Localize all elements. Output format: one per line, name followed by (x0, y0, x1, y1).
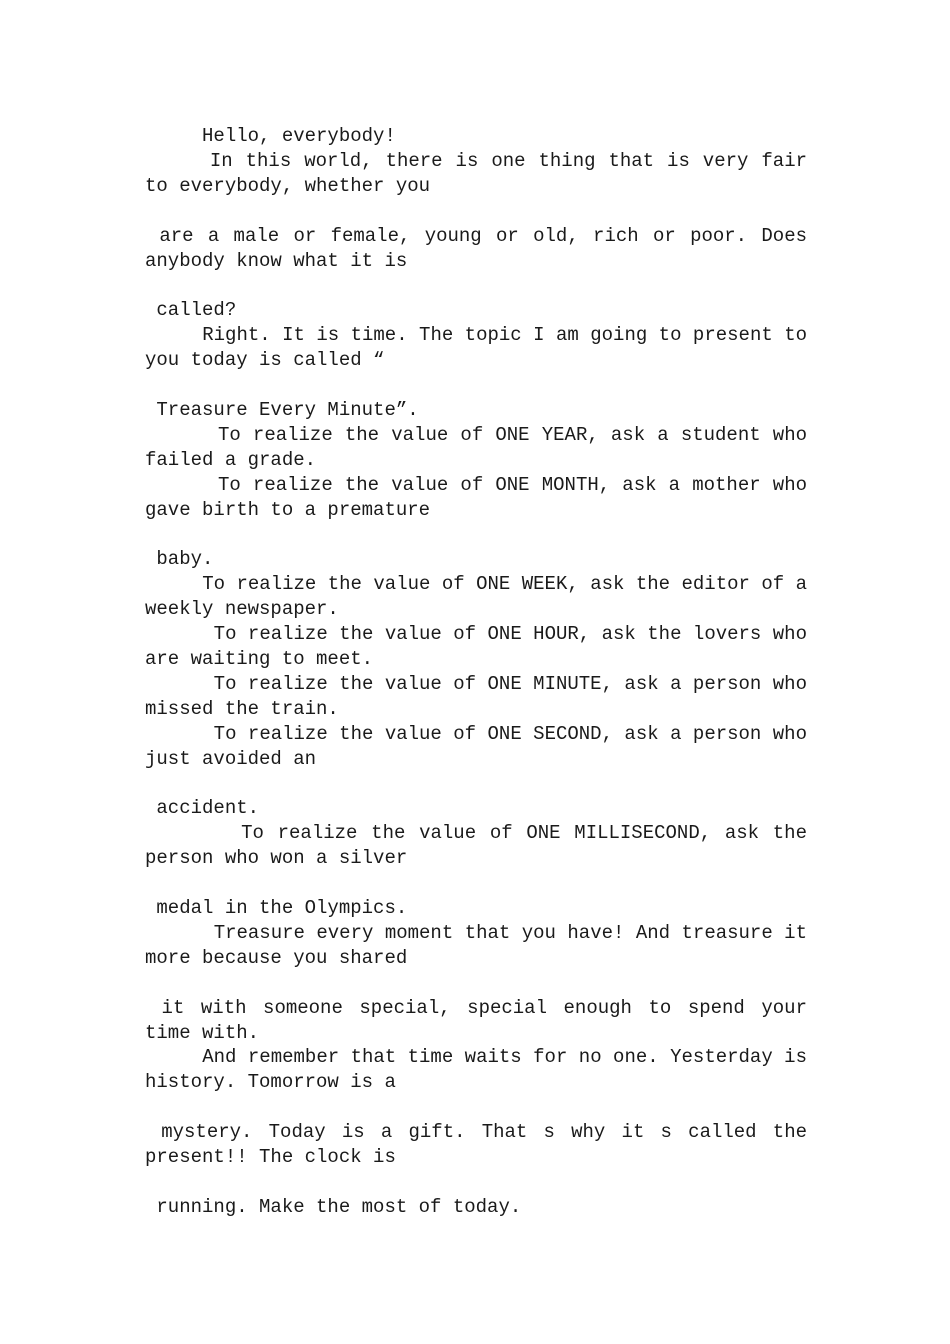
line-gap (145, 1095, 807, 1120)
paragraph-line: accident. (145, 797, 260, 820)
paragraph-line: Right. It is time. The topic I am going to present to you today is called “ (145, 324, 819, 372)
paragraph-line: In this world, there is one thing that is very fair to everybody, whether you (145, 149, 819, 197)
paragraph-line: And remember that time waits for no one. Yesterday is history. Tomorrow is a (145, 1046, 819, 1094)
line-gap (145, 772, 807, 797)
paragraph-line: To realize the value of ONE SECOND, ask a person who just avoided an (145, 722, 819, 770)
document-body (145, 124, 819, 1220)
paragraph-line: To realize the value of ONE MONTH, ask a mother who gave birth to a premature (145, 473, 819, 521)
paragraph-line: To realize the value of ONE MINUTE, ask a person who missed the train. (145, 672, 819, 720)
line-gap (145, 373, 807, 398)
paragraph-line: running. Make the most of today. (145, 1195, 522, 1218)
paragraph-line: To realize the value of ONE YEAR, ask a student who failed a grade. (145, 423, 819, 471)
paragraph-line: baby. (145, 548, 214, 571)
line-gap (145, 871, 807, 896)
line-gap (145, 273, 807, 298)
line-gap (145, 971, 807, 996)
paragraph-line: medal in the Olympics. (145, 897, 408, 919)
line-gap (145, 1170, 807, 1195)
paragraph-line: it with someone special, special enough to spend your time with. (145, 996, 819, 1044)
paragraph-line: mystery. Today is a gift. That s why it s called the present!! The clock is (145, 1121, 819, 1169)
paragraph-greeting: Hello, everybody! (145, 125, 396, 147)
paragraph-line: Treasure every moment that you have! And treasure it more because you shared (145, 921, 819, 969)
line-gap (145, 199, 807, 224)
line-gap (145, 522, 807, 547)
paragraph-line: To realize the value of ONE WEEK, ask the editor of a weekly newspaper. (145, 573, 819, 621)
paragraph-line: called? (145, 299, 237, 322)
paragraph-line: To realize the value of ONE HOUR, ask the lovers who are waiting to meet. (145, 623, 819, 670)
paragraph-line: To realize the value of ONE MILLISECOND, ask the person who won a silver (145, 822, 819, 870)
paragraph-line: are a male or female, young or old, rich or poor. Does anybody know what it is (145, 224, 819, 272)
paragraph-line: Treasure Every Minute”. (145, 398, 419, 421)
